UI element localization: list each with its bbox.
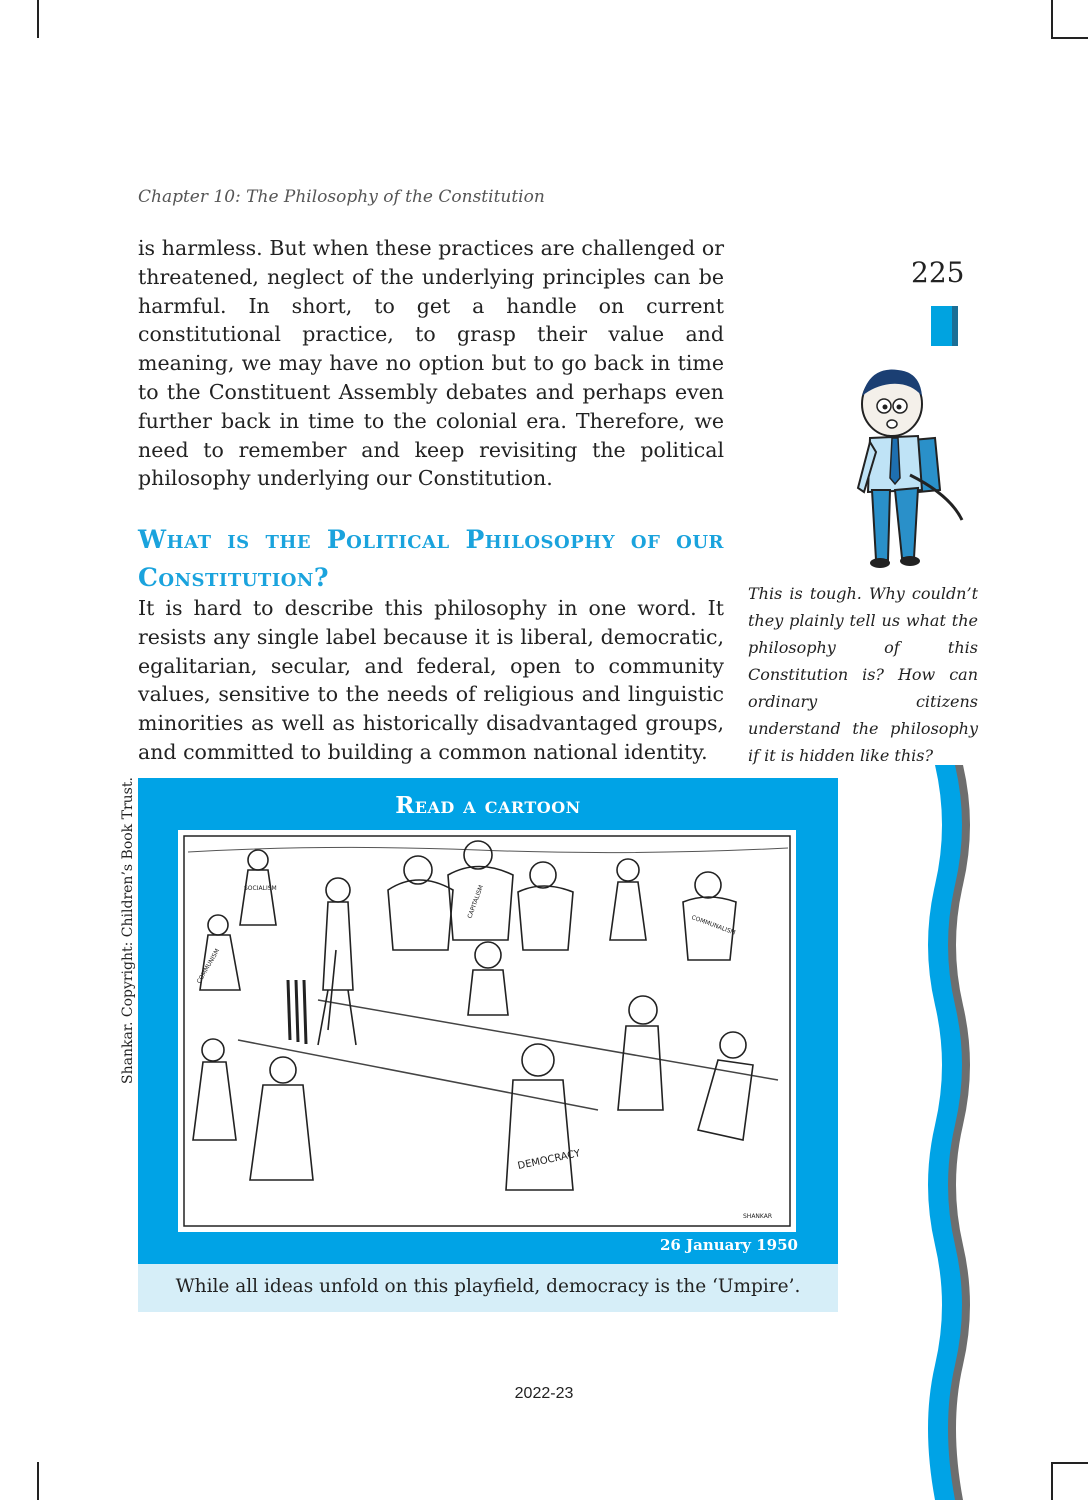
page-number: 225 (911, 256, 965, 289)
label-right-fielder: COMMUNALISM (690, 914, 737, 937)
body-paragraph-1 (138, 234, 724, 493)
section-heading: What is the Political Philosophy of our Constitution? (138, 525, 724, 592)
label-top-fielder: SOCIALISM (244, 885, 277, 892)
cartoon-caption-bar (138, 1264, 838, 1312)
crop-mark-top-right-h (1051, 37, 1088, 39)
cartoon-title: Read a cartoon (395, 792, 581, 819)
cartoon-credit: Shankar. Copyright: Children’s Book Trust. (120, 777, 136, 1084)
running-head: Chapter 10: The Philosophy of the Constitution (138, 187, 545, 207)
footer-year: 2022-23 (514, 1385, 574, 1402)
crop-mark-bottom-right-v (1051, 1462, 1053, 1500)
student-cartoon-illustration (840, 360, 975, 570)
paragraph-text: is harmless. But when these practices are challenged or threatened, neglect of the underlying principles can be harmful. In short, to get a handle on current constitutional practice, to grasp their value and meaning, we may have no option but to go back in time to the Constituent Assembly debates and perhaps even further back in time to the colonial era. Therefore, we need to remember and keep revisiting the political philosophy underlying our Constitution. (138, 236, 724, 491)
cartoon-date: 26 January 1950 (659, 1236, 798, 1254)
crop-mark-top-left (37, 0, 39, 38)
cricket-cartoon-illustration (178, 830, 796, 1232)
body-paragraph-2 (138, 594, 724, 767)
label-back-player: CAPITALISM (466, 884, 486, 920)
side-note: This is tough. Why couldn’t they plainly tell us what the philosophy of this Constitution is? How can ordinary citizens understand the philosophy if it is hidden like this? (748, 584, 978, 765)
label-artist-signature: SHANKAR (743, 1213, 773, 1220)
label-umpire: DEMOCRACY (516, 1148, 582, 1173)
page-tab-marker (931, 306, 957, 346)
paragraph-text: It is hard to describe this philosophy in one word. It resists any single label because it is liberal, democratic, egalitarian, secular, and federal, open to community values, sensitive to the needs of religious and linguistic minorities as well as historically disadvantaged groups, and committed to building a common national identity. (138, 596, 724, 764)
cartoon-box (138, 778, 838, 1264)
cartoon-caption: While all ideas unfold on this playfield, democracy is the ‘Umpire’. (175, 1276, 801, 1297)
crop-mark-top-right-v (1051, 0, 1053, 38)
label-left-fielder: COMMUNISM (195, 947, 222, 985)
crop-mark-bottom-right-h (1051, 1462, 1088, 1464)
crop-mark-bottom-left (37, 1462, 39, 1500)
